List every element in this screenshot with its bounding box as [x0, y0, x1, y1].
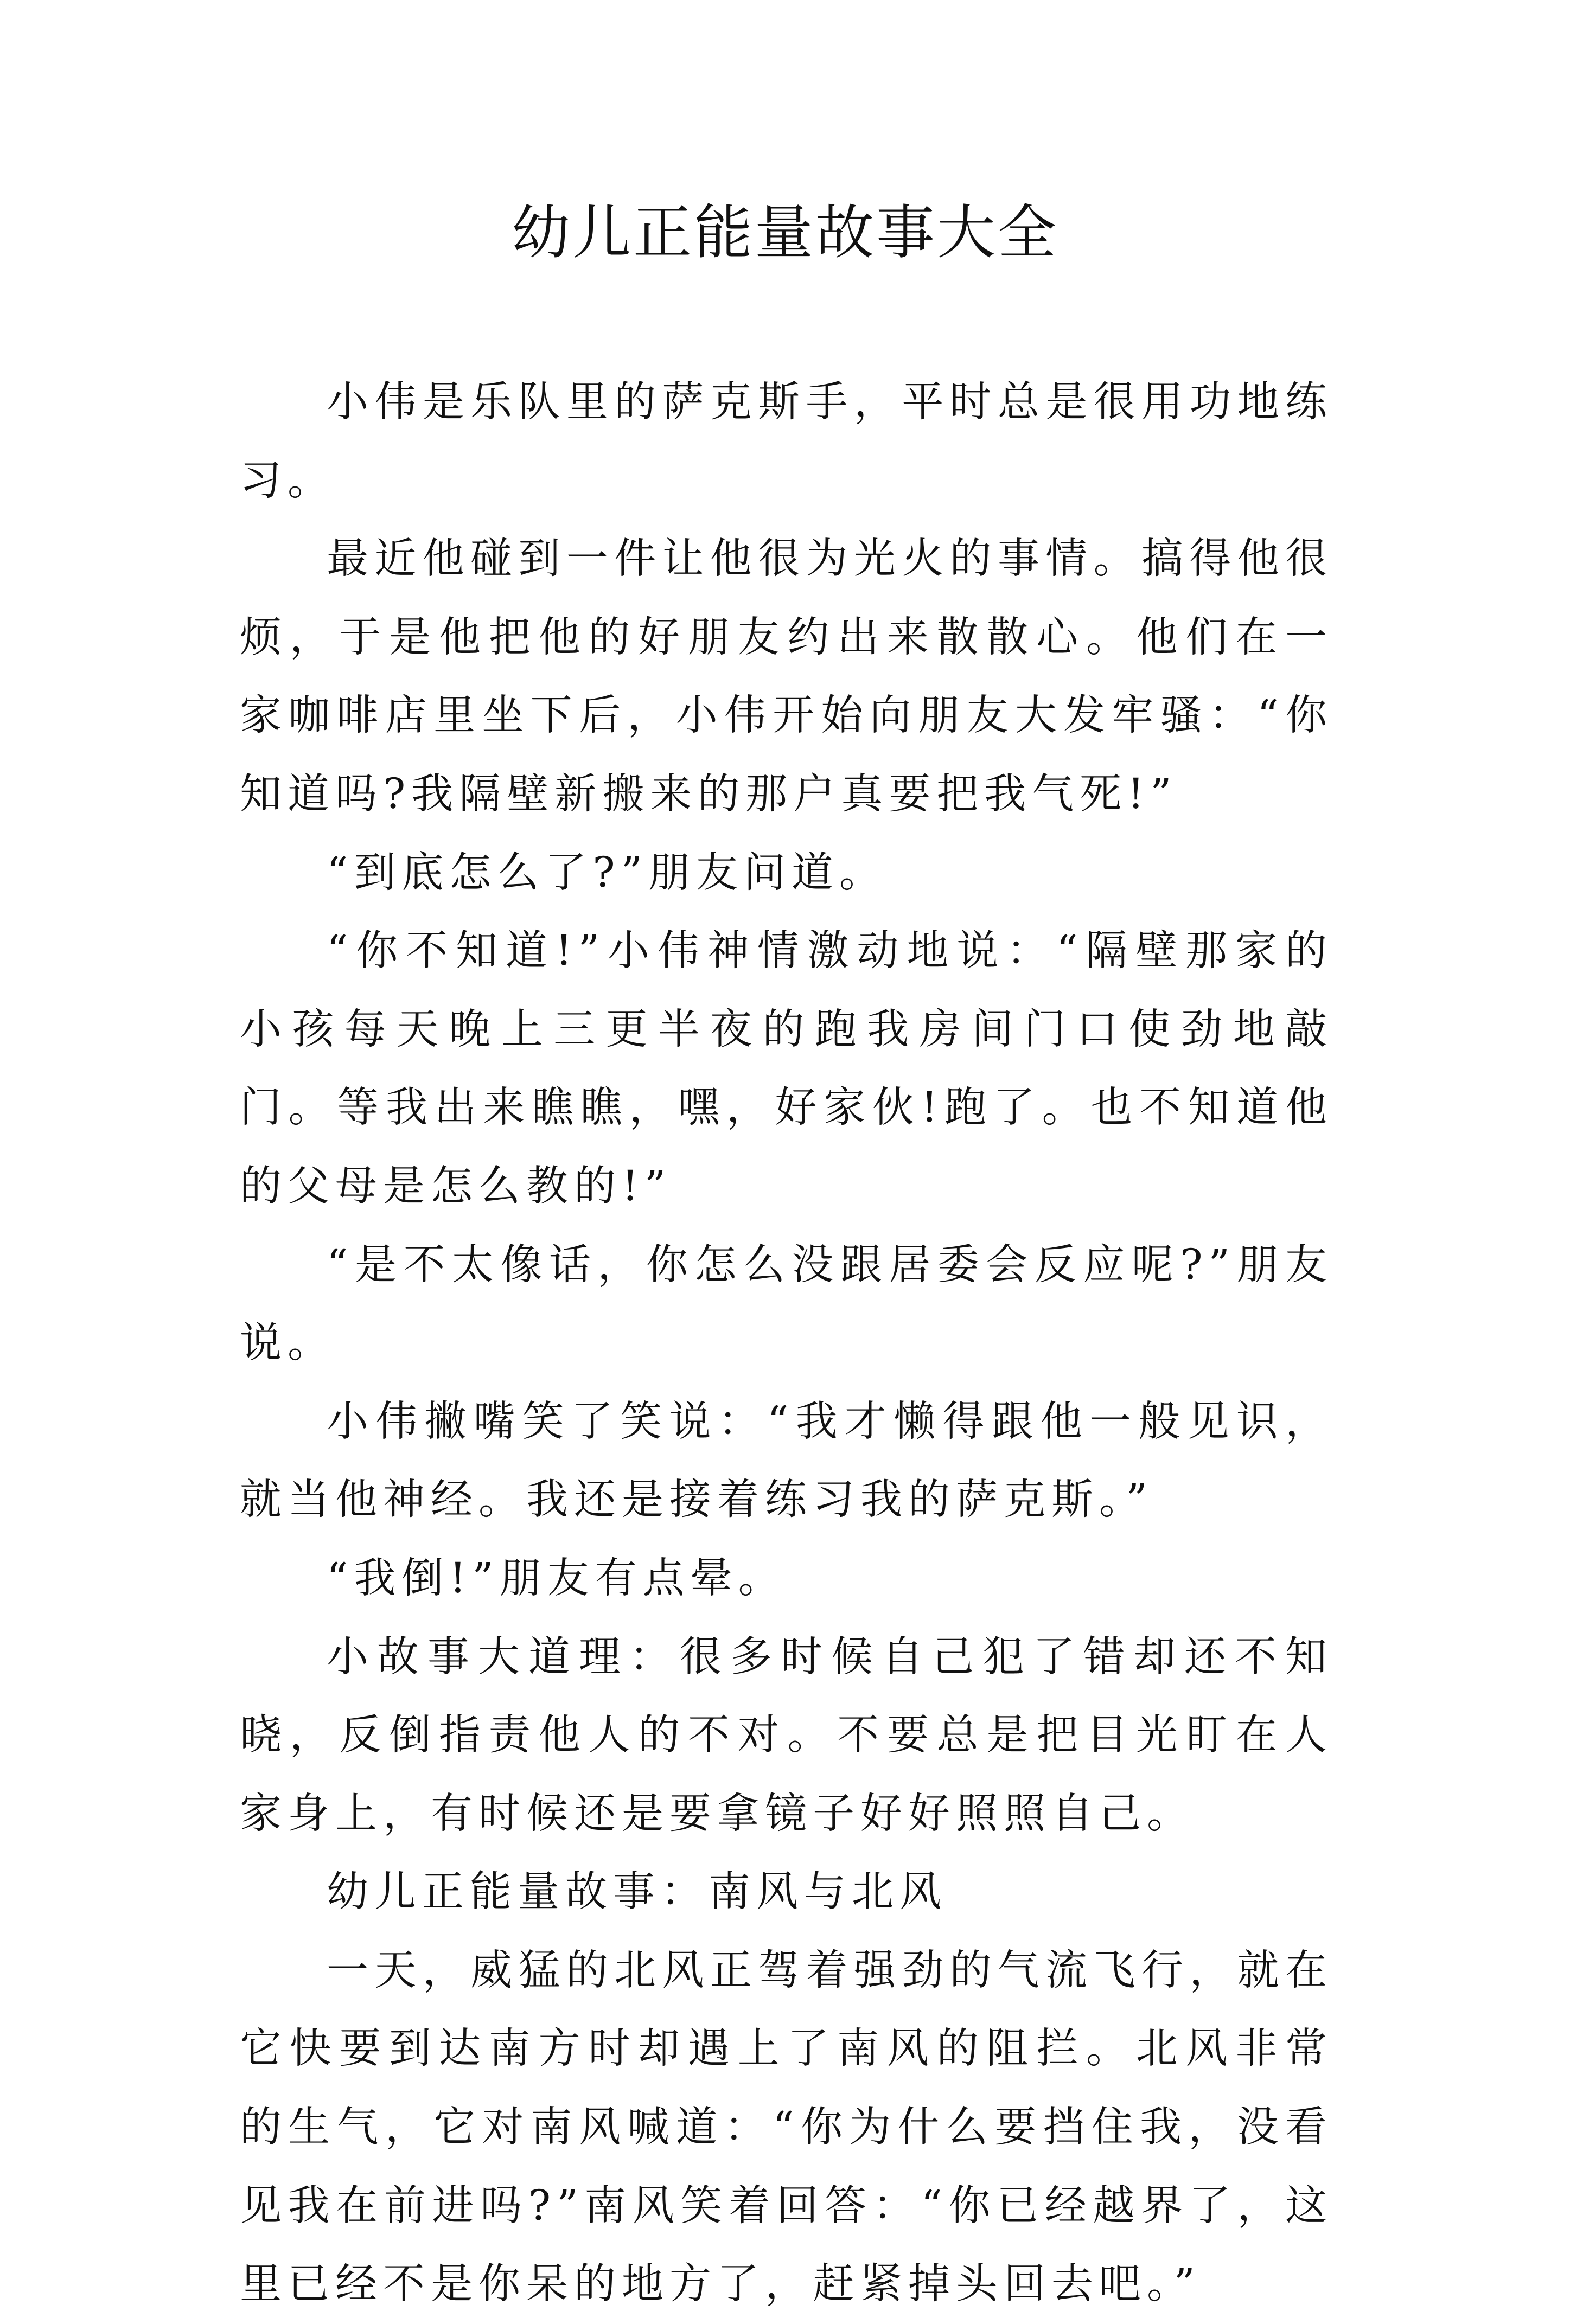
paragraph: “到底怎么了?”朋友问道。: [327, 848, 888, 897]
paragraph: 小伟是乐队里的萨克斯手，平时总是很用功地练习。: [240, 378, 1333, 505]
paragraph: 最近他碰到一件让他很为光火的事情。搞得他很烦，于是他把他的好朋友约出来散散心。他们在一家咖啡店里坐下后，小伟开始向朋友大发牢骚：“你知道吗?我隔壁新搬来的那户真要把我气死!”: [240, 535, 1333, 818]
section-heading: 幼儿正能量故事：南风与北风: [327, 1868, 947, 1917]
paragraph: “我倒!”朋友有点晕。: [327, 1554, 786, 1603]
paragraph: 小伟撇嘴笑了笑说：“我才懒得跟他一般见识，就当他神经。我还是接着练习我的萨克斯。”: [240, 1397, 1333, 1525]
paragraph: “是不太像话，你怎么没跟居委会反应呢?”朋友说。: [240, 1240, 1333, 1368]
paragraph: 一天，威猛的北风正驾着强劲的气流飞行，就在它快要到达南方时却遇上了南风的阻拦。北风非常的生气，它对南风喊道：“你为什么要挡住我，没看见我在前进吗?”南风笑着回答：“你已经越界了，这里已经不是你呆的地方了，赶紧掉头回去吧。”: [240, 1946, 1333, 2309]
paragraph: 小故事大道理：很多时候自己犯了错却还不知晓，反倒指责他人的不对。不要总是把目光盯在人家身上，有时候还是要拿镜子好好照照自己。: [240, 1632, 1333, 1838]
document-body: [240, 363, 1333, 2324]
paragraph: “你不知道!”小伟神情激动地说：“隔壁那家的小孩每天晚上三更半夜的跑我房间门口使劲地敲门。等我出来瞧瞧，嘿，好家伙!跑了。也不知道他的父母是怎么教的!”: [240, 927, 1333, 1211]
document-title: 幼儿正能量故事大全: [511, 199, 1058, 267]
